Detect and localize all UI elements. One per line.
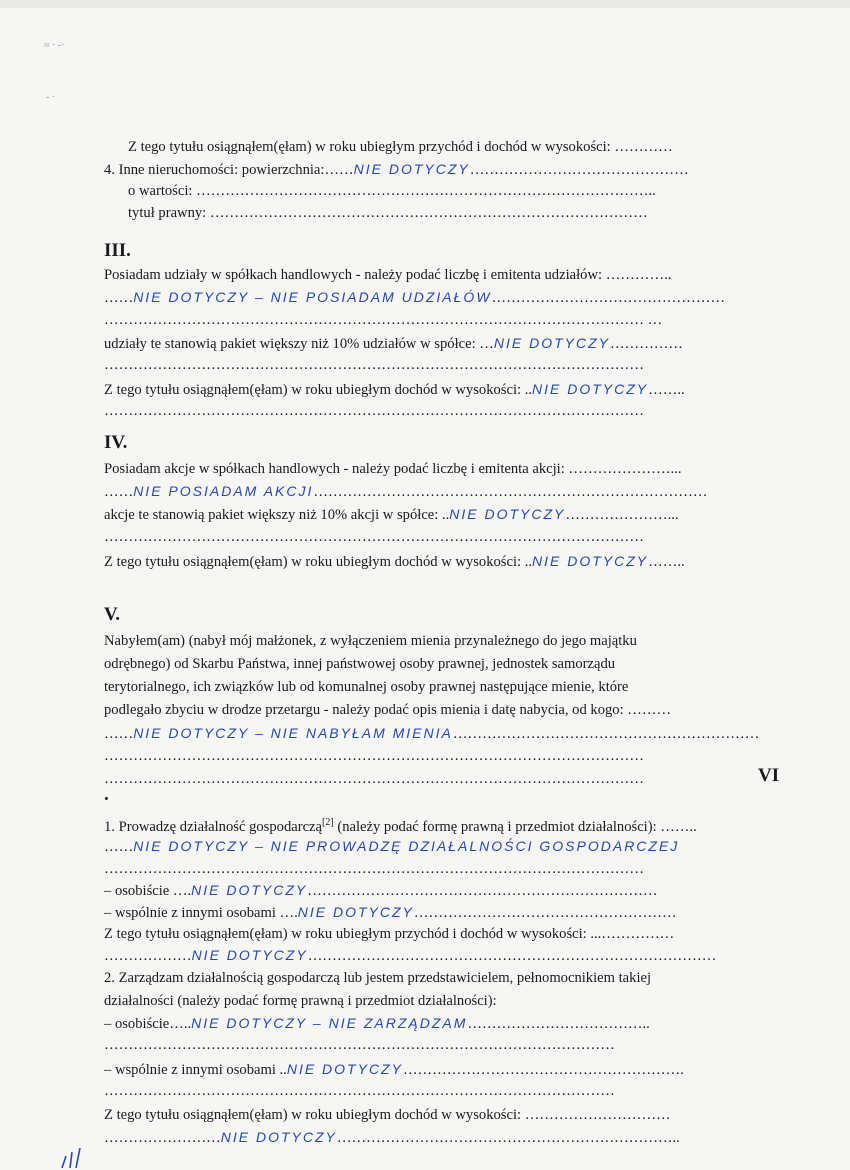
handwritten-answer: NIE DOTYCZY	[532, 381, 649, 397]
shares-line: Posiadam udziały w spółkach handlowych - należy podać liczbę i emitenta udziałów: …………..	[104, 267, 672, 283]
business-line: 1. Prowadzę działalność gospodarczą[2] (należy podać formę prawną i przedmiot działalności): ……..	[104, 817, 697, 835]
stocks-line: Posiadam akcje w spółkach handlowych - należy podać liczbę i emitenta akcji: …………………...	[104, 461, 682, 477]
acquisition-text-4: podlegało zbyciu w drodze przetargu - należy podać opis mienia i datę nabycia, od kogo: ………	[104, 702, 672, 718]
handwritten-answer: NIE DOTYCZY – NIE PROWADZĘ DZIAŁALNOŚCI GOSPODARCZEJ	[133, 838, 680, 854]
handwritten-answer: NIE DOTYCZY	[191, 882, 308, 898]
dotted-line: …………………………………………………………………………………………………	[104, 357, 644, 373]
management-jointly: – wspólnie z innymi osobami ..NIE DOTYCZY………………………………………………….	[104, 1061, 684, 1078]
handwritten-answer: NIE DOTYCZY – NIE POSIADAM UDZIAŁÓW	[133, 289, 492, 305]
handwritten-answer: NIE DOTYCZY – NIE ZARZĄDZAM	[191, 1015, 468, 1031]
legal-title-line: tytuł prawny: ………………………………………………………………………………	[128, 205, 648, 221]
acquisition-text-2: odrębnego) od Skarbu Państwa, innej państwowej osoby prawnej, jednostek samorządu	[104, 656, 616, 672]
business-income-line: Z tego tytułu osiągnąłem(ęłam) w roku ubiegłym przychód i dochód w wysokości: ...……………	[104, 926, 675, 942]
shares-10pct-line: udziały te stanowią pakiet większy niż 10% udziałów w spółce: …NIE DOTYCZY……………	[104, 335, 683, 352]
section-VI-heading: VI	[758, 765, 780, 786]
shares-income-line: Z tego tytułu osiągnąłem(ęłam) w roku ubiegłym dochód w wysokości: ..NIE DOTYCZY……..	[104, 381, 685, 398]
handwritten-answer: NIE DOTYCZY	[220, 1129, 337, 1145]
dotted-line: …………………………………………………………………………………………………	[104, 403, 644, 419]
handwritten-answer: NIE DOTYCZY	[532, 553, 649, 569]
handwritten-answer: NIE DOTYCZY	[493, 335, 610, 351]
dotted-line: ……………………………………………………………………………………………	[104, 1083, 615, 1099]
management-personally: – osobiście…..NIE DOTYCZY – NIE ZARZĄDZAM………………………………..	[104, 1015, 650, 1032]
dotted-line: …………………………………………………………………………………………………	[104, 529, 644, 545]
dotted-line: …………………………………………………………………………………………………	[104, 748, 644, 764]
dotted-line: …………………………………………………………………………………………………	[104, 861, 644, 877]
acquisition-text-3: terytorialnego, ich związków lub od komunalnej osoby prawnej następujące mienie, które	[104, 679, 629, 695]
section-IV-heading: IV.	[104, 432, 128, 453]
handwritten-answer: NIE DOTYCZY	[449, 506, 566, 522]
business-income-answer: ………………NIE DOTYCZY…………………………………………………………………………	[104, 947, 717, 964]
scan-artifact: ≈ · -·	[44, 40, 65, 51]
management-line-2: działalności (należy podać formę prawną i przedmiot działalności):	[104, 993, 497, 1009]
acquisition-text-1: Nabyłem(am) (nabył mój małżonek, z wyłączeniem mienia przynależnego do jego majątku	[104, 633, 637, 649]
business-answer-line: ……NIE DOTYCZY – NIE PROWADZĘ DZIAŁALNOŚCI GOSPODARCZEJ	[104, 838, 680, 855]
section-V-heading: V.	[104, 604, 121, 625]
acquisition-answer-line: ……NIE DOTYCZY – NIE NABYŁAM MIENIA………………………………………………………	[104, 725, 760, 742]
section-VI-dot: .	[104, 784, 109, 805]
section-III-heading: III.	[104, 240, 131, 261]
personally-line: – osobiście ….NIE DOTYCZY………………………………………………………………	[104, 882, 658, 899]
handwritten-answer: NIE DOTYCZY	[286, 1061, 403, 1077]
dotted-line: ……………………………………………………………………………………………	[104, 1037, 615, 1053]
signature-mark	[58, 1146, 88, 1170]
scan-top-edge	[0, 0, 850, 8]
management-income-answer: ……………………NIE DOTYCZY……………………………………………………………..	[104, 1129, 680, 1146]
handwritten-answer: NIE DOTYCZY – NIE NABYŁAM MIENIA	[133, 725, 453, 741]
stocks-income-line: Z tego tytułu osiągnąłem(ęłam) w roku ubiegłym dochód w wysokości: ..NIE DOTYCZY……..	[104, 553, 685, 570]
management-line-1: 2. Zarządzam działalnością gospodarczą lub jestem przedstawicielem, pełnomocnikiem takiej	[104, 970, 652, 986]
jointly-line: – wspólnie z innymi osobami ….NIE DOTYCZY………………………………………………	[104, 904, 677, 921]
stocks-answer-line: ……NIE POSIADAM AKCJI………………………………………………………………………	[104, 483, 708, 500]
handwritten-answer: NIE DOTYCZY	[297, 904, 414, 920]
handwritten-answer: NIE POSIADAM AKCJI	[133, 483, 314, 499]
shares-answer-line: ……NIE DOTYCZY – NIE POSIADAM UDZIAŁÓW…………………………………………	[104, 289, 726, 306]
scan-artifact: - ·	[46, 92, 56, 103]
dotted-line: ………………………………………………………………………………………………… …	[104, 312, 663, 328]
value-line: o wartości: …………………………………………………………………………………..	[128, 183, 656, 199]
handwritten-answer: NIE DOTYCZY	[191, 947, 308, 963]
stocks-10pct-line: akcje te stanowią pakiet większy niż 10% akcji w spółce: ..NIE DOTYCZY…………………...	[104, 506, 679, 523]
handwritten-answer: NIE DOTYCZY	[353, 161, 470, 177]
management-income-line: Z tego tytułu osiągnąłem(ęłam) w roku ubiegłym dochód w wysokości: …………………………	[104, 1107, 671, 1123]
other-property-line: 4. Inne nieruchomości: powierzchnia:……NIE DOTYCZY………………………………………	[104, 161, 689, 178]
income-line-property: Z tego tytułu osiągnąłem(ęłam) w roku ubiegłym przychód i dochód w wysokości: …………	[128, 139, 673, 155]
dotted-line: …………………………………………………………………………………………………	[104, 771, 644, 787]
